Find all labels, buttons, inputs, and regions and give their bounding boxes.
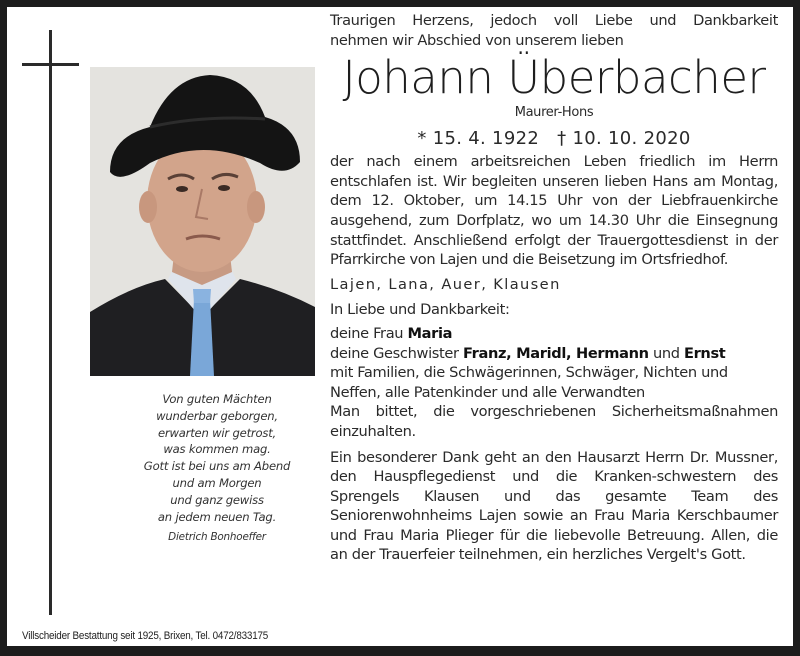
- intro-text: [330, 11, 778, 50]
- poem-line: Von guten Mächten: [162, 392, 272, 406]
- cross-horizontal-bar: [22, 63, 79, 66]
- poem-line: was kommen mag.: [163, 442, 271, 457]
- wife-name: Maria: [407, 324, 453, 342]
- mourners-others-2: Neffen, alle Patenkinder und alle Verwandten: [330, 383, 645, 401]
- wife-prefix: deine Frau: [330, 324, 404, 342]
- birth-date: 15. 4. 1922: [432, 128, 540, 150]
- poem: [117, 391, 317, 546]
- siblings-last: Ernst: [683, 344, 726, 362]
- siblings-and: und: [652, 344, 680, 362]
- siblings-prefix: deine Geschwister: [330, 344, 459, 362]
- intro-line-2: nehmen wir Abschied von unserem lieben: [330, 31, 624, 49]
- poem-line: wunderbar geborgen,: [156, 408, 278, 423]
- poem-line: und am Morgen: [172, 475, 262, 490]
- mourner-siblings: [330, 344, 778, 364]
- undertaker-credit: Villscheider Bestattung seit 1925, Brixen, Tel. 0472/833175: [22, 630, 269, 642]
- death-date: 10. 10. 2020: [572, 128, 691, 150]
- birth-symbol: *: [417, 128, 427, 150]
- deceased-name: Johann Überbacher: [342, 51, 766, 105]
- mourners-heading: In Liebe und Dankbarkeit:: [330, 301, 510, 319]
- thanks-paragraph: Ein besonderer Dank geht an den Hausarzt Herrn Dr. Mussner, den Hauspflegedienst und die Kranken-schwestern des Sprengels Klausen und das gesamte Team des Seniorenwohnheims Lajen sowie an Frau Maria Kerschbaumer und Frau Maria Plieger für die liebevolle Betreuung. Allen, die an der Trauerfeier teilnehmen, ein herzliches Vergelt's Gott.: [330, 448, 778, 564]
- safety-notice: Man bittet, die vorgeschriebenen Sicherheitsmaßnahmen einzuhalten.: [330, 403, 778, 440]
- portrait-photo: [90, 67, 315, 376]
- deceased-nickname: Maurer-Hons: [514, 105, 594, 121]
- siblings-names: Franz, Maridl, Hermann: [462, 344, 649, 362]
- mourners-others-1: mit Familien, die Schwägerinnen, Schwäger, Nichten und: [330, 364, 728, 382]
- cross-vertical-bar: [49, 30, 52, 615]
- poem-line: und ganz gewiss: [170, 492, 264, 507]
- death-cross-icon: †: [557, 128, 567, 150]
- poem-line: Gott ist bei uns am Abend: [143, 459, 291, 474]
- funeral-announcement: der nach einem arbeitsreichen Leben friedlich im Herrn entschlafen ist. Wir begleiten unseren lieben Hans am Montag, dem 12. Oktober, um 14.15 Uhr von der Liebfrauenkirche ausgehend, zum Dorfplatz, wo um 14.30 Uhr die Einsegnung stattfindet. Anschließend erfolgt der Trauergottesdienst in der Pfarrkirche von Lajen und die Beisetzung im Ortsfriedhof.: [330, 153, 778, 269]
- life-dates: [330, 126, 778, 152]
- obituary-text: [330, 7, 778, 565]
- poem-line: erwarten wir getrost,: [157, 425, 277, 440]
- poem-author: Dietrich Bonhoeffer: [168, 531, 266, 544]
- mourner-wife: [330, 324, 778, 344]
- mourners: [330, 300, 778, 402]
- poem-line: an jedem neuen Tag.: [157, 509, 277, 524]
- intro-line-1: Traurigen Herzens, jedoch voll Liebe und Dankbarkeit: [330, 12, 778, 29]
- places-list: Lajen, Lana, Auer, Klausen: [330, 275, 561, 293]
